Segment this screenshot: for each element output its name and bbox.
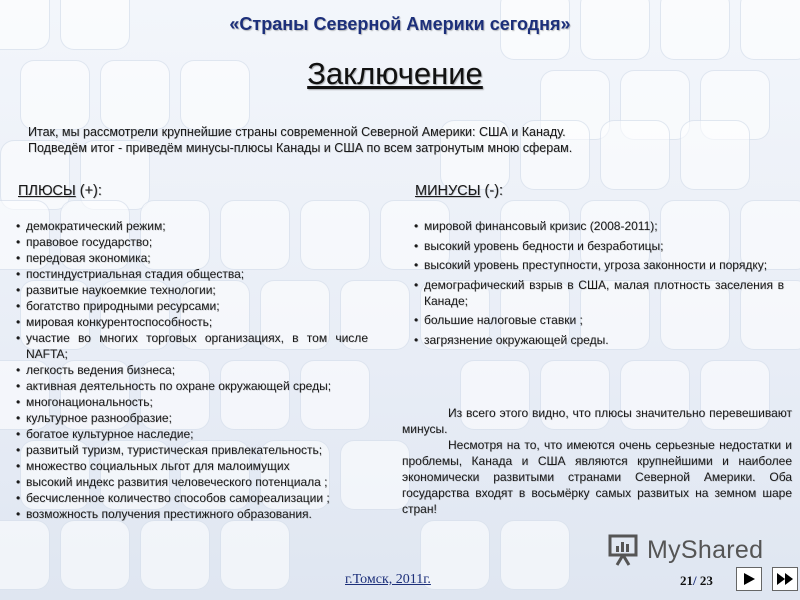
- cons-item: • мировой финансовый кризис (2008-2011);: [414, 218, 784, 234]
- pros-item: • активная деятельность по охране окружающей среды;: [16, 378, 368, 394]
- page-indicator: [680, 573, 713, 589]
- last-slide-button[interactable]: [772, 567, 798, 591]
- pros-item: • демократический режим;: [16, 218, 368, 234]
- intro-text: [28, 124, 618, 156]
- next-slide-button[interactable]: [736, 567, 762, 591]
- conclusion-paragraph-2: Несмотря на то, что имеются очень серьезные недостатки и проблемы, Канада и США являются крупнейшими и наиболее экономически развитыми странами Северной Америки. Оба государства входят в восьмёрку самых развитых на земном шаре стран!: [402, 438, 792, 516]
- pros-item: • богатство природными ресурсами;: [16, 298, 368, 314]
- pros-item: • высокий индекс развития человеческого потенциала ;: [16, 474, 368, 490]
- pros-item: • постиндустриальная стадия общества;: [16, 266, 368, 282]
- pros-item: • бесчисленное количество способов самореализации ;: [16, 490, 368, 506]
- pros-item: • мировая конкурентоспособность;: [16, 314, 368, 330]
- section-heading: Заключение: [307, 56, 483, 91]
- logo-text: MyShared: [647, 535, 764, 564]
- conclusion-text: [402, 405, 792, 517]
- cons-item: • высокий уровень преступности, угроза законности и порядку;: [414, 257, 784, 273]
- cons-sign: (-):: [484, 183, 504, 199]
- total-pages: 23: [699, 573, 713, 588]
- pros-item: • развитые наукоемкие технологии;: [16, 282, 368, 298]
- pros-item: • многонациональность;: [16, 394, 368, 410]
- conclusion-paragraph-1: Из всего этого видно, что плюсы значительно перевешивают минусы.: [402, 406, 792, 436]
- cons-list: [414, 218, 784, 351]
- pros-item: • возможность получения престижного образования.: [16, 506, 368, 522]
- fast-forward-icon: [776, 572, 794, 586]
- intro-line-2: Подведём итог - приведём минусы-плюсы Канады и США по всем затронутым мною сферам.: [28, 141, 573, 155]
- cons-item: • большие налоговые ставки ;: [414, 312, 784, 328]
- pros-item: • богатое культурное наследие;: [16, 426, 368, 442]
- pros-item: • развитый туризм, туристическая привлекательность;: [16, 442, 368, 458]
- pros-title: ПЛЮСЫ: [18, 183, 76, 199]
- current-page: 21: [680, 573, 693, 588]
- slide-header-title: «Страны Северной Америки сегодня»: [229, 14, 571, 34]
- pros-list: [16, 218, 368, 522]
- pros-item: • легкость ведения бизнеса;: [16, 362, 368, 378]
- pros-sign: (+):: [79, 183, 102, 199]
- cons-item: • демографический взрыв в США, малая плотность заселения в Канаде;: [414, 277, 784, 309]
- pros-item: • передовая экономика;: [16, 250, 368, 266]
- pros-item: • множество социальных льгот для малоимущих: [16, 458, 368, 474]
- myshared-logo: [608, 534, 763, 566]
- presentation-board-icon: [608, 534, 642, 566]
- pros-item: • участие во многих торговых организациях, в том числе NAFTA;: [16, 330, 368, 362]
- cons-title: МИНУСЫ: [415, 183, 481, 199]
- footer-city-link[interactable]: г.Томск, 2011г.: [345, 572, 431, 587]
- cons-item: • загрязнение окружающей среды.: [414, 332, 784, 348]
- cons-item: • высокий уровень бедности и безработицы;: [414, 238, 784, 254]
- pros-heading: [18, 183, 102, 199]
- pros-item: • культурное разнообразие;: [16, 410, 368, 426]
- cons-heading: [415, 183, 503, 199]
- play-triangle-icon: [742, 572, 756, 586]
- pros-item: • правовое государство;: [16, 234, 368, 250]
- intro-line-1: Итак, мы рассмотрели крупнейшие страны современной Северной Америки: США и Канаду.: [28, 125, 566, 139]
- page-separator: /: [693, 573, 697, 588]
